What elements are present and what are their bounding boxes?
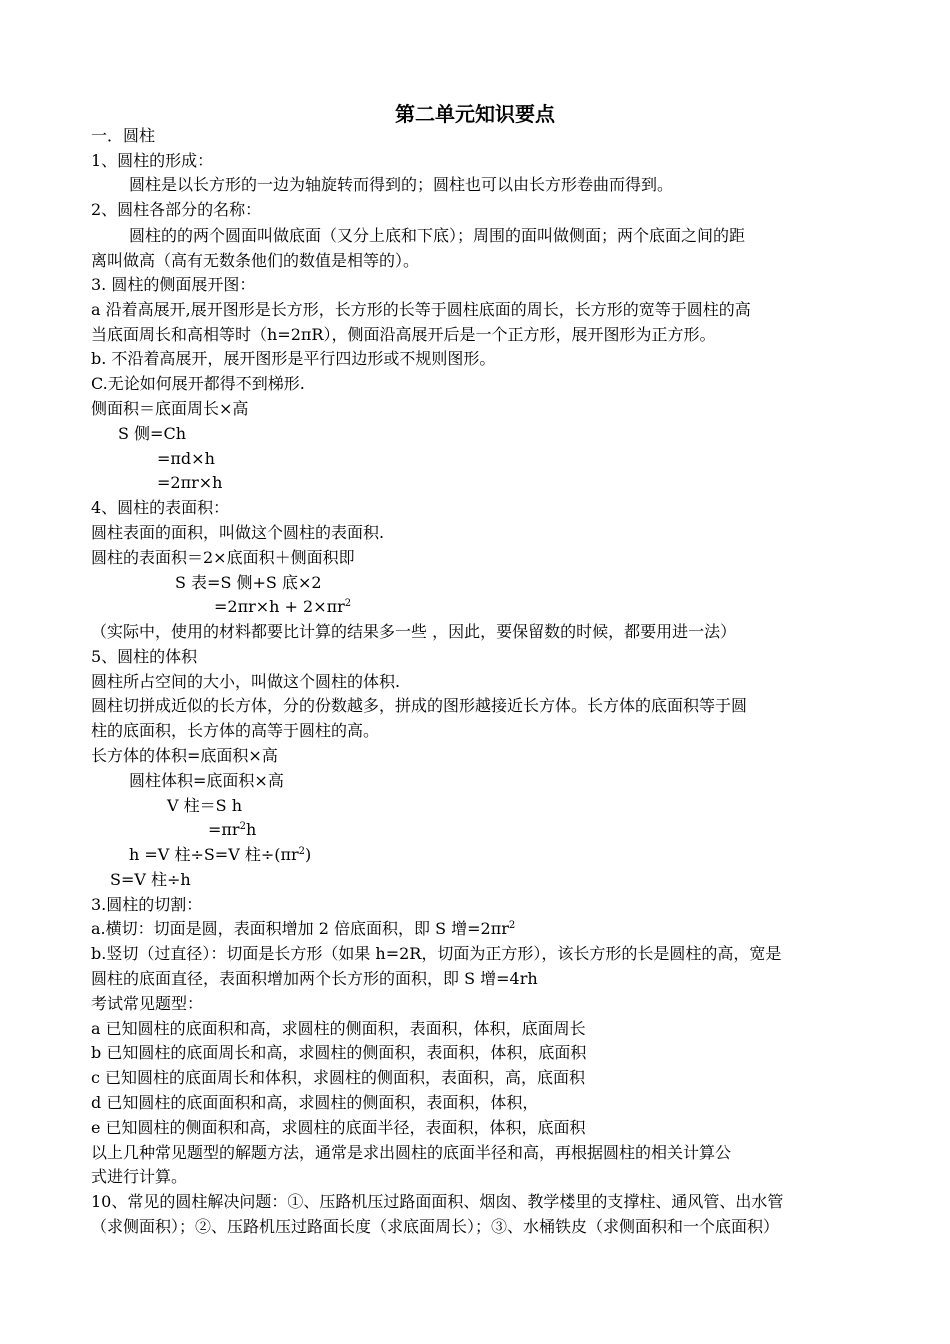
paragraph: （实际中，使用的材料都要比计算的结果多一些 ，因此，要保留数的时候，都要用进一法） [91, 622, 737, 641]
formula: =πd×h [157, 449, 215, 468]
formula: V 柱＝S h [167, 796, 242, 815]
subheading-formation: 1、圆柱的形成： [91, 151, 214, 170]
paragraph: 圆柱切拼成近似的长方体，分的份数越多，拼成的图形越接近长方体。长方体的底面积等于圆 [91, 696, 748, 715]
paragraph: C.无论如何展开都得不到梯形. [91, 374, 305, 393]
paragraph: a 沿着高展开,展开图形是长方形，长方形的长等于圆柱底面的周长，长方形的宽等于圆柱的高 [91, 300, 751, 319]
paragraph: 圆柱的的两个圆面叫做底面（又分上底和下底）；周围的面叫做侧面；两个底面之间的距 [129, 226, 746, 245]
paragraph: 式进行计算。 [91, 1167, 188, 1186]
paragraph: （求侧面积）；②、压路机压过路面长度（求底面周长）；③、水桶铁皮（求侧面积和一个底面积） [91, 1217, 780, 1236]
paragraph: 10、常见的圆柱解决问题：①、压路机压过路面面积、烟囱、教学楼里的支撑柱、通风管、出水管 [91, 1192, 784, 1211]
formula: h =V 柱÷S=V 柱$\div(\pi r^2)$ [129, 845, 312, 864]
paragraph: 离叫做高（高有无数条他们的数值是相等的）。 [91, 251, 420, 270]
list-item: c 已知圆柱的底面周长和体积，求圆柱的侧面积，表面积，高，底面积 [91, 1068, 586, 1087]
formula: =2πr×h [157, 473, 223, 492]
paragraph: a.横切：切面是圆，表面积增加 2 倍底面积，即 S 增$=2\pi r^2$ [91, 919, 516, 938]
formula: S=V 柱÷h [110, 870, 191, 889]
paragraph: b.竖切（过直径）：切面是长方形（如果 h=2R，切面为正方形），该长方形的长是圆柱的高，宽是 [91, 944, 782, 963]
paragraph: b. 不沿着高展开，展开图形是平行四边形或不规则图形。 [91, 349, 496, 368]
formula: 侧面积＝底面周长×高 [91, 399, 249, 418]
subheading-volume: 5、圆柱的体积 [91, 647, 198, 666]
formula: S 侧=Ch [118, 424, 187, 443]
formula: 圆柱体积=底面积×高 [129, 771, 284, 790]
paragraph: 圆柱是以长方形的一边为轴旋转而得到的；圆柱也可以由长方形卷曲而得到。 [129, 175, 674, 194]
subheading-surface-area: 4、圆柱的表面积： [91, 498, 230, 517]
paragraph: 圆柱表面的面积，叫做这个圆柱的表面积. [91, 523, 385, 542]
formula: $=\pi r^2h$ [208, 820, 257, 839]
paragraph: 以上几种常见题型的解题方法，通常是求出圆柱的底面半径和高，再根据圆柱的相关计算公 [91, 1143, 732, 1162]
subheading-net: 3. 圆柱的侧面展开图： [91, 275, 256, 294]
document-title: 第二单元知识要点 [395, 102, 555, 126]
formula: $=2\pi r\times h + 2\times\pi r^2$ [214, 597, 352, 616]
paragraph: 圆柱的底面直径，表面积增加两个长方形的面积，即 S 增=4rh [91, 969, 538, 988]
paragraph: 当底面周长和高相等时（h=2πR），侧面沿高展开后是一个正方形，展开图形为正方形。 [91, 325, 716, 344]
formula: 长方体的体积=底面积×高 [91, 746, 278, 765]
list-item: a 已知圆柱的底面积和高，求圆柱的侧面积，表面积，体积，底面周长 [91, 1019, 586, 1038]
paragraph: 圆柱所占空间的大小，叫做这个圆柱的体积. [91, 672, 401, 691]
subheading-cutting: 3.圆柱的切割： [91, 895, 203, 914]
list-item: d 已知圆柱的底面面积和高，求圆柱的侧面积，表面积，体积， [91, 1093, 539, 1112]
formula: S 表=S 侧+S 底×2 [175, 573, 322, 592]
paragraph: 柱的底面积，长方体的高等于圆柱的高。 [91, 721, 380, 740]
subheading-question-types: 考试常见题型： [91, 994, 204, 1013]
formula: 圆柱的表面积＝2×底面积＋侧面积即 [91, 548, 355, 567]
list-item: e 已知圆柱的侧面积和高，求圆柱的底面半径，表面积，体积，底面积 [91, 1118, 586, 1137]
section-heading-cylinder: 一．圆柱 [91, 126, 156, 145]
list-item: b 已知圆柱的底面周长和高，求圆柱的侧面积，表面积，体积，底面积 [91, 1043, 587, 1062]
subheading-parts: 2、圆柱各部分的名称： [91, 200, 262, 219]
